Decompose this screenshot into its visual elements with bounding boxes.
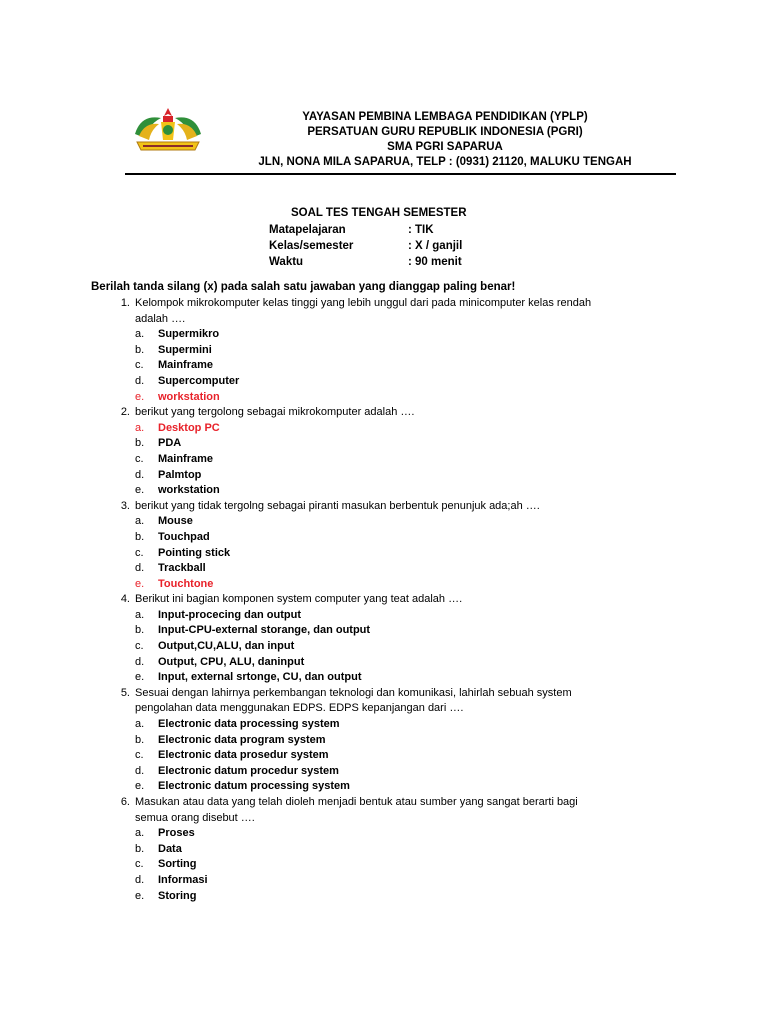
question-item <box>91 499 691 593</box>
option-text: Supercomputer <box>158 374 240 387</box>
option-letter: a. <box>135 608 145 621</box>
question-text: Kelompok mikrokomputer kelas tinggi yang lebih unggul dari pada minicomputer kelas rendah <box>135 297 592 309</box>
pgri-logo-icon <box>127 104 209 154</box>
option-letter: b. <box>135 437 145 450</box>
option-text: Electronic data program system <box>158 733 326 746</box>
header-line-address: JLN, NONA MILA SAPARUA, TELP : (0931) 21120, MALUKU TENGAH <box>258 156 632 168</box>
option-item <box>135 670 691 686</box>
question-number: 3. <box>120 499 130 512</box>
info-row-subject <box>269 222 462 238</box>
option-text: Electronic datum processing system <box>158 780 350 793</box>
option-item-answer <box>135 421 691 437</box>
question-number: 5. <box>120 686 130 699</box>
question-text: semua orang disebut …. <box>135 811 255 824</box>
option-text: Storing <box>158 889 197 902</box>
question-item <box>91 686 691 795</box>
info-label: Kelas/semester <box>269 240 354 252</box>
option-letter: d. <box>135 764 145 777</box>
option-item <box>135 639 691 655</box>
option-text: Input, external srtonge, CU, dan output <box>158 671 362 684</box>
option-item <box>135 374 691 390</box>
option-letter: e. <box>135 671 145 684</box>
option-letter: c. <box>135 640 144 653</box>
option-text: Touchpad <box>158 530 210 543</box>
header-divider <box>125 173 676 175</box>
option-letter: b. <box>135 842 145 855</box>
option-text: Supermikro <box>158 328 220 341</box>
option-text: Pointing stick <box>158 546 231 559</box>
option-text: Input-CPU-external storange, dan output <box>158 624 371 637</box>
option-letter: e. <box>135 390 145 403</box>
question-number: 1. <box>120 297 130 309</box>
option-text: workstation <box>158 484 220 497</box>
option-letter: c. <box>135 858 144 871</box>
option-item <box>135 873 691 889</box>
option-letter: e. <box>135 577 145 590</box>
header-line-association: PERSATUAN GURU REPUBLIK INDONESIA (PGRI) <box>307 126 583 138</box>
school-header <box>220 110 670 170</box>
option-text: Trackball <box>158 562 206 575</box>
option-text: Mouse <box>158 515 193 528</box>
option-item <box>135 748 691 764</box>
option-letter: d. <box>135 468 145 481</box>
option-letter: d. <box>135 873 145 886</box>
option-item <box>135 561 691 577</box>
option-text: Output,CU,ALU, dan input <box>158 640 295 653</box>
info-label: Waktu <box>269 256 304 268</box>
question-item <box>91 795 691 904</box>
option-letter: e. <box>135 889 145 902</box>
question-text: berikut yang tidak tergolng sebagai piranti masukan berbentuk penunjuk ada;ah …. <box>135 499 540 512</box>
option-text: Data <box>158 842 182 855</box>
option-item <box>135 483 691 499</box>
option-item <box>135 358 691 374</box>
option-letter: d. <box>135 655 145 668</box>
option-letter: a. <box>135 827 145 840</box>
option-letter: b. <box>135 733 145 746</box>
question-list <box>91 296 691 904</box>
question-number: 2. <box>120 406 130 419</box>
option-item <box>135 779 691 795</box>
option-letter: d. <box>135 374 145 387</box>
option-text: Mainframe <box>158 359 214 372</box>
option-letter: c. <box>135 546 144 559</box>
exam-title: SOAL TES TENGAH SEMESTER <box>291 207 467 219</box>
question-text: Berikut ini bagian komponen system computer yang teat adalah …. <box>135 593 463 606</box>
option-item <box>135 733 691 749</box>
option-letter: e. <box>135 484 145 497</box>
option-item-answer <box>135 577 691 593</box>
info-row-class <box>269 238 462 254</box>
option-item <box>135 514 691 530</box>
option-text: Electronic data prosedur system <box>158 749 329 762</box>
option-letter: e. <box>135 780 145 793</box>
option-text: Sorting <box>158 858 197 871</box>
option-letter: b. <box>135 530 145 543</box>
option-letter: c. <box>135 359 144 372</box>
info-label: Matapelajaran <box>269 224 346 236</box>
option-item <box>135 327 691 343</box>
option-letter: c. <box>135 749 144 762</box>
option-text: Informasi <box>158 873 208 886</box>
question-text: Masukan atau data yang telah dioleh menjadi bentuk atau sumber yang sangat berarti bagi <box>135 796 578 808</box>
question-item <box>91 296 691 405</box>
instructions: Berilah tanda silang (x) pada salah satu jawaban yang dianggap paling benar! <box>91 281 516 293</box>
option-text: Touchtone <box>158 577 214 590</box>
option-item <box>135 826 691 842</box>
option-item <box>135 857 691 873</box>
header-line-school: SMA PGRI SAPARUA <box>387 141 503 153</box>
option-item <box>135 452 691 468</box>
info-value: : X / ganjil <box>408 240 463 252</box>
option-text: Electronic datum procedur system <box>158 764 339 777</box>
info-value: : TIK <box>408 224 434 236</box>
option-item <box>135 608 691 624</box>
option-text: Mainframe <box>158 452 214 465</box>
option-item <box>135 343 691 359</box>
option-letter: b. <box>135 624 145 637</box>
option-text: PDA <box>158 437 182 450</box>
option-item <box>135 842 691 858</box>
option-item <box>135 655 691 671</box>
option-item <box>135 468 691 484</box>
question-item <box>91 592 691 686</box>
question-number: 4. <box>120 593 130 606</box>
info-row-time <box>269 254 462 270</box>
option-item-answer <box>135 390 691 406</box>
option-letter: b. <box>135 343 145 356</box>
option-item <box>135 530 691 546</box>
option-text: Desktop PC <box>158 421 220 434</box>
question-text: pengolahan data menggunakan EDPS. EDPS kepanjangan dari …. <box>135 702 464 715</box>
option-item <box>135 764 691 780</box>
option-item <box>135 546 691 562</box>
option-letter: a. <box>135 328 145 341</box>
exam-info <box>269 222 462 270</box>
option-letter: d. <box>135 562 145 575</box>
option-text: Palmtop <box>158 468 202 481</box>
question-item <box>91 405 691 499</box>
option-letter: a. <box>135 718 145 731</box>
info-value: : 90 menit <box>408 256 462 268</box>
option-text: workstation <box>158 390 220 403</box>
option-text: Output, CPU, ALU, daninput <box>158 655 305 668</box>
option-text: Electronic data processing system <box>158 718 340 731</box>
option-item <box>135 889 691 905</box>
option-text: Proses <box>158 827 195 840</box>
option-item <box>135 623 691 639</box>
question-text: berikut yang tergolong sebagai mikrokomputer adalah …. <box>135 406 415 419</box>
option-letter: a. <box>135 515 145 528</box>
option-item <box>135 436 691 452</box>
header-line-foundation: YAYASAN PEMBINA LEMBAGA PENDIDIKAN (YPLP) <box>302 111 588 123</box>
option-letter: a. <box>135 421 145 434</box>
option-text: Supermini <box>158 343 212 356</box>
question-text: Sesuai dengan lahirnya perkembangan teknologi dan komunikasi, lahirlah sebuah system <box>135 686 572 699</box>
question-number: 6. <box>120 796 130 808</box>
option-letter: c. <box>135 452 144 465</box>
option-item <box>135 717 691 733</box>
option-text: Input-procecing dan output <box>158 608 301 621</box>
question-text: adalah …. <box>135 312 186 325</box>
